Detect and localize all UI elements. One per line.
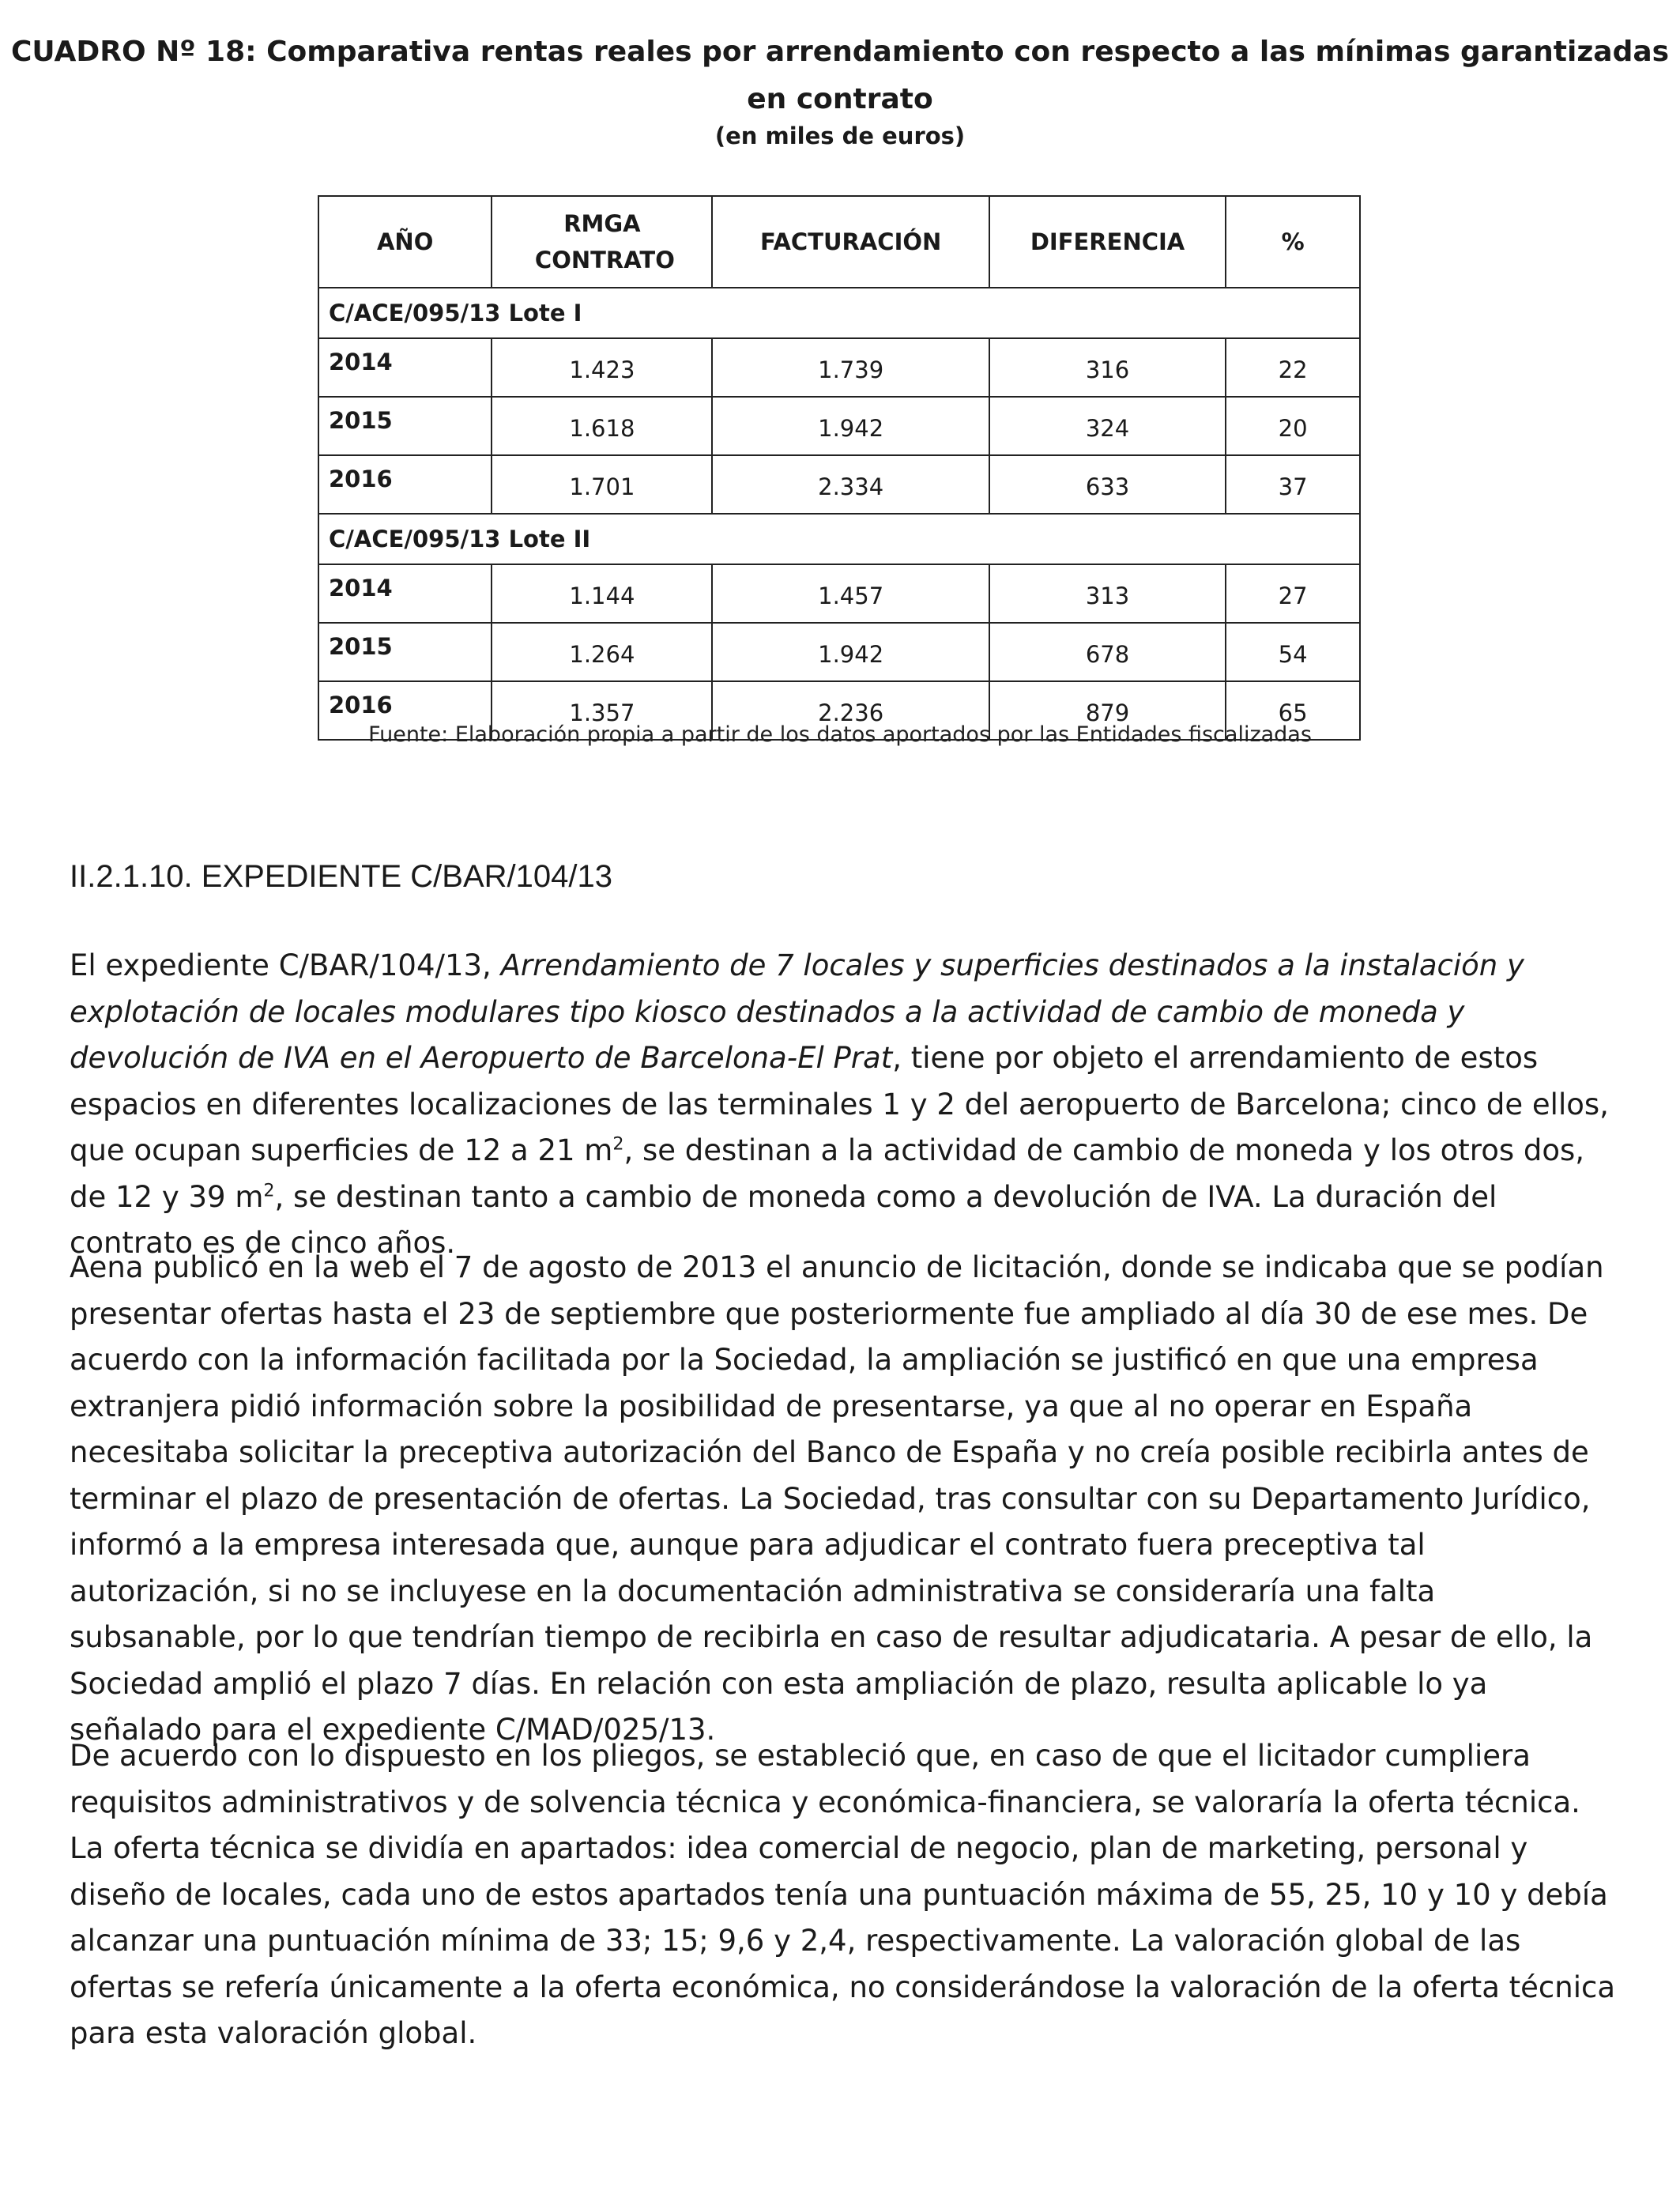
cell-year: 2015 [318,397,492,455]
cell-facturacion: 1.942 [712,623,989,681]
cell-rmga: 1.357 [492,681,712,740]
table-row [318,564,1360,623]
cell-rmga: 1.618 [492,397,712,455]
paragraph-3: De acuerdo con lo dispuesto en los pliegos, se estableció que, en caso de que el licitador cumpliera requisitos administrativos y de solvencia técnica y económica-financiera, se valoraría la oferta técnica. La oferta técnica se dividía en apartados: idea comercial de negocio, plan de marketing, personal y diseño de locales, cada uno de estos apartados tenía una puntuación máxima de 55, 25, 10 y 10 y debía alcanzar una puntuación mínima de 33; 15; 9,6 y 2,4, respectivamente. La valoración global de las ofertas se refería únicamente a la oferta económica, no considerándose la valoración de la oferta técnica para esta valoración global. [70,1739,1616,2050]
group-row [318,288,1360,338]
cell-rmga: 1.701 [492,455,712,514]
cell-rmga: 1.144 [492,564,712,623]
cell-facturacion: 2.334 [712,455,989,514]
superscript: 2 [263,1180,275,1201]
table-row [318,623,1360,681]
contract-title: Arrendamiento de 7 locales y superficies destinados a la instalación y explotación de locales modulares tipo kiosco destinados a la actividad de cambio de moneda y devolución de IVA en el Aeropuerto de Barcelona-El Prat [70,948,1524,1075]
cell-rmga: 1.423 [492,338,712,397]
column-header: % [1226,196,1360,288]
table-row [318,397,1360,455]
cell-diferencia: 316 [989,338,1226,397]
group-label: C/ACE/095/13 Lote I [318,288,1360,338]
comparison-table [318,195,1361,741]
paragraph-1-text-b: , tiene por objeto el arrendamiento de estos espacios en diferentes localizaciones de las terminales 1 y 2 del aeropuerto de Barcelona; cinco de ellos, que ocupan superficies de 12 a 21 m [70,1041,1609,1167]
cell-year: 2014 [318,564,492,623]
cell-year: 2016 [318,681,492,740]
cell-diferencia: 879 [989,681,1226,740]
group-label: C/ACE/095/13 Lote II [318,514,1360,564]
column-header-text: RMGA CONTRATO [534,210,675,273]
cell-percent: 54 [1226,623,1360,681]
superscript: 2 [612,1133,624,1155]
cell-percent: 65 [1226,681,1360,740]
section-heading: II.2.1.10. EXPEDIENTE C/BAR/104/13 [70,859,612,894]
column-header: AÑO [318,196,492,288]
cell-diferencia: 324 [989,397,1226,455]
table-row [318,338,1360,397]
cell-facturacion: 2.236 [712,681,989,740]
cell-rmga: 1.264 [492,623,712,681]
column-header: DIFERENCIA [989,196,1226,288]
cell-year: 2015 [318,623,492,681]
column-header: FACTURACIÓN [712,196,989,288]
paragraph-2: Aena publicó en la web el 7 de agosto de 2013 el anuncio de licitación, donde se indicaba que se podían presentar ofertas hasta el 23 de septiembre que posteriormente fue ampliado al día 30 de ese mes. De acuerdo con la información facilitada por la Sociedad, la ampliación se justificó en que una empresa extranjera pidió información sobre la posibilidad de presentarse, ya que al no operar en España necesitaba solicitar la preceptiva autorización del Banco de España y no creía posible recibirla antes de terminar el plazo de presentación de ofertas. La Sociedad, tras consultar con su Departamento Jurídico, informó a la empresa interesada que, aunque para adjudicar el contrato fuera preceptiva tal autorización, si no se incluyese en la documentación administrativa se consideraría una falta subsanable, por lo que tendrían tiempo de recibirla en caso de resultar adjudicataria. A pesar de ello, la Sociedad amplió el plazo 7 días. En relación con esta ampliación de plazo, resulta aplicable lo ya señalado para el expediente C/MAD/025/13. [70,1250,1604,1747]
table-row [318,455,1360,514]
cell-year: 2014 [318,338,492,397]
column-header [492,196,712,288]
cell-diferencia: 313 [989,564,1226,623]
cell-diferencia: 633 [989,455,1226,514]
table-header-row [318,196,1360,288]
cell-facturacion: 1.942 [712,397,989,455]
table-subtitle: (en miles de euros) [714,123,966,149]
table-title: CUADRO Nº 18: Comparativa rentas reales por arrendamiento con respecto a las mínimas garantizadas en contrato [10,36,1670,115]
cell-percent: 27 [1226,564,1360,623]
cell-year: 2016 [318,455,492,514]
cell-facturacion: 1.457 [712,564,989,623]
cell-percent: 22 [1226,338,1360,397]
paragraph-1-text-d: , se destinan tanto a cambio de moneda como a devolución de IVA. La duración del contrato es de cinco años. [70,1179,1497,1260]
group-row [318,514,1360,564]
cell-percent: 37 [1226,455,1360,514]
cell-diferencia: 678 [989,623,1226,681]
paragraph-1-text-c: , se destinan a la actividad de cambio de moneda y los otros dos, de 12 y 39 m [70,1133,1585,1214]
cell-facturacion: 1.739 [712,338,989,397]
cell-percent: 20 [1226,397,1360,455]
paragraph-1-text-a: El expediente C/BAR/104/13, [70,948,501,982]
paragraph-1 [70,943,1618,1267]
table-source-note: Fuente: Elaboración propia a partir de los datos aportados por las Entidades fiscalizadas [368,722,1312,747]
